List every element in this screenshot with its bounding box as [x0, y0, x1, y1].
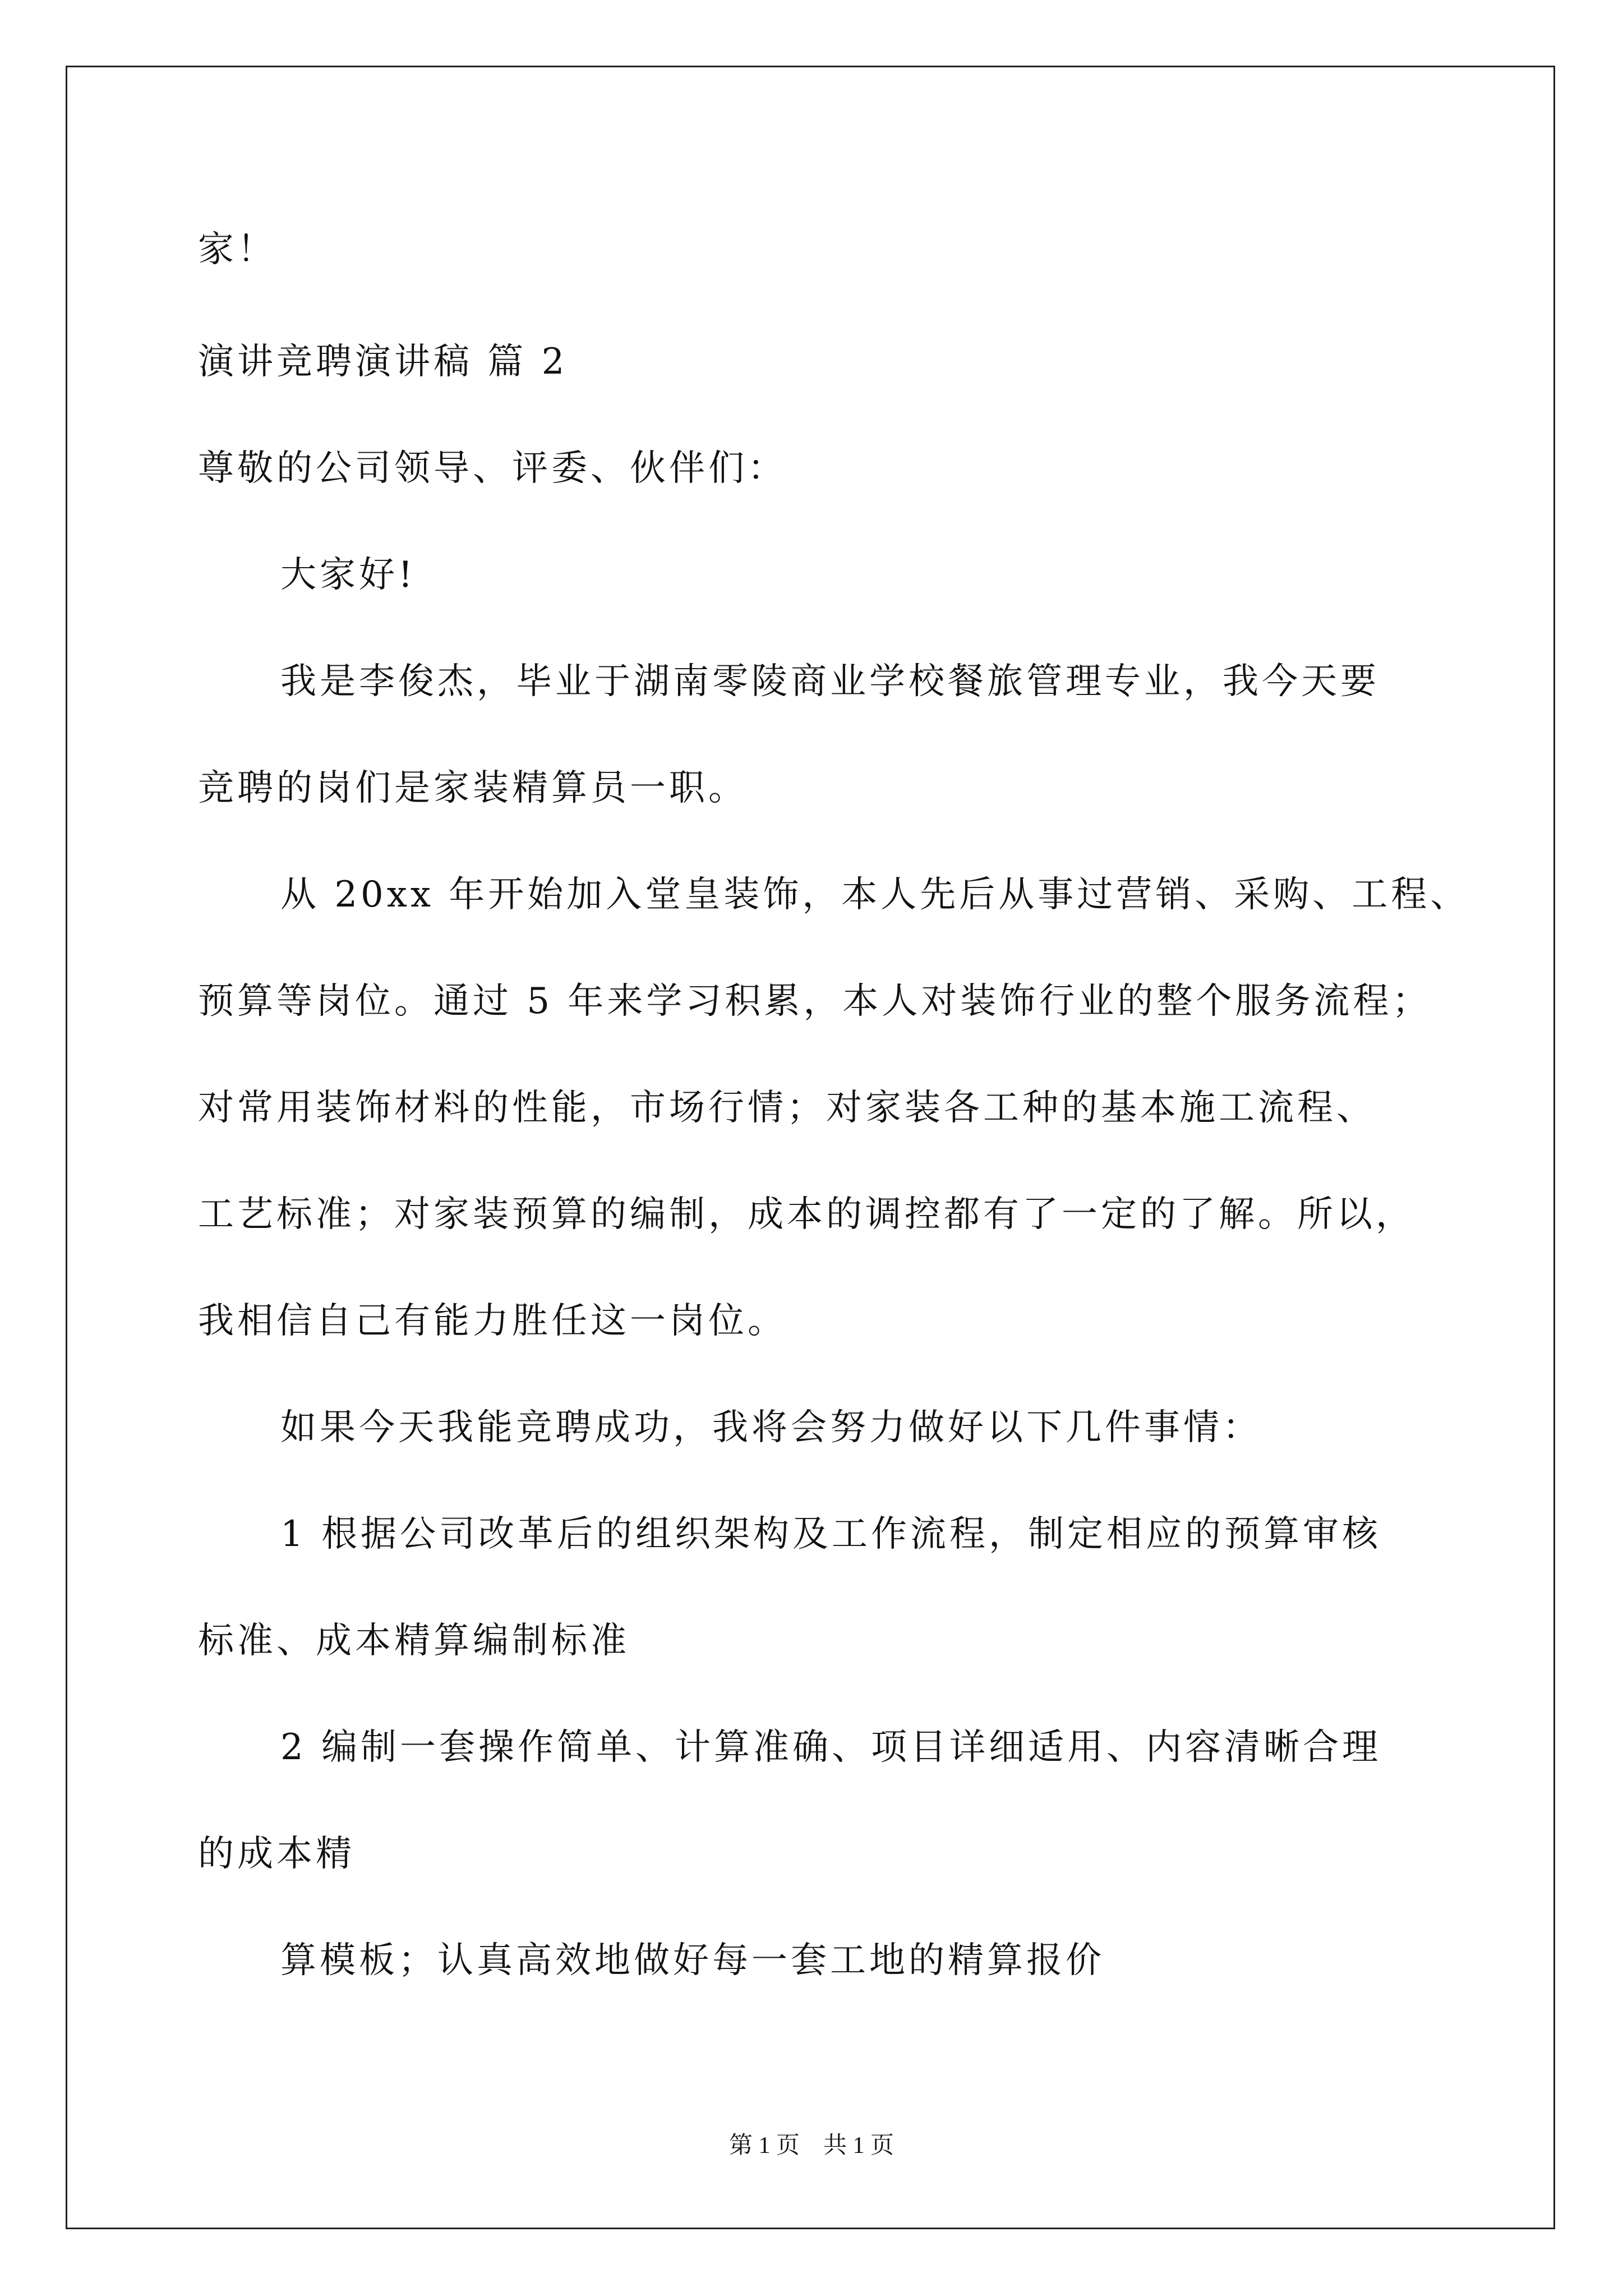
section-heading: 演讲竞聘演讲稿 篇 2 [198, 341, 568, 383]
text-line: 标准、成本精算编制标准 [198, 1620, 630, 1662]
list-item-2: 2 编制一套操作简单、计算准确、项目详细适用、内容清晰合理 [280, 1727, 1382, 1768]
page-border [66, 66, 1555, 2229]
text-line: 算模板；认真高效地做好每一套工地的精算报价 [280, 1940, 1105, 1981]
text-line: 工艺标准；对家装预算的编制，成本的调控都有了一定的了解。所以， [198, 1194, 1415, 1235]
text-line: 从 20xx 年开始加入堂皇装饰，本人先后从事过营销、采购、工程、 [280, 874, 1470, 915]
text-line: 预算等岗位。通过 5 年来学习积累，本人对装饰行业的整个服务流程； [198, 981, 1432, 1022]
text-line: 我是李俊杰，毕业于湖南零陵商业学校餐旅管理专业，我今天要 [280, 661, 1380, 702]
text-line: 如果今天我能竞聘成功，我将会努力做好以下几件事情： [280, 1407, 1262, 1448]
text-line: 对常用装饰材料的性能，市场行情；对家装各工种的基本施工流程、 [198, 1087, 1376, 1129]
text-line: 的成本精 [198, 1833, 355, 1875]
greeting: 大家好! [280, 554, 416, 596]
text-line: 家！ [198, 229, 276, 270]
text-line: 竞聘的岗们是家装精算员一职。 [198, 767, 748, 809]
list-item-1: 1 根据公司改革后的组织架构及工作流程，制定相应的预算审核 [280, 1513, 1382, 1555]
page-footer: 第 1 页 共 1 页 [728, 2133, 894, 2159]
salutation: 尊敬的公司领导、评委、伙伴们： [198, 448, 787, 489]
text-line: 我相信自己有能力胜任这一岗位。 [198, 1300, 787, 1342]
